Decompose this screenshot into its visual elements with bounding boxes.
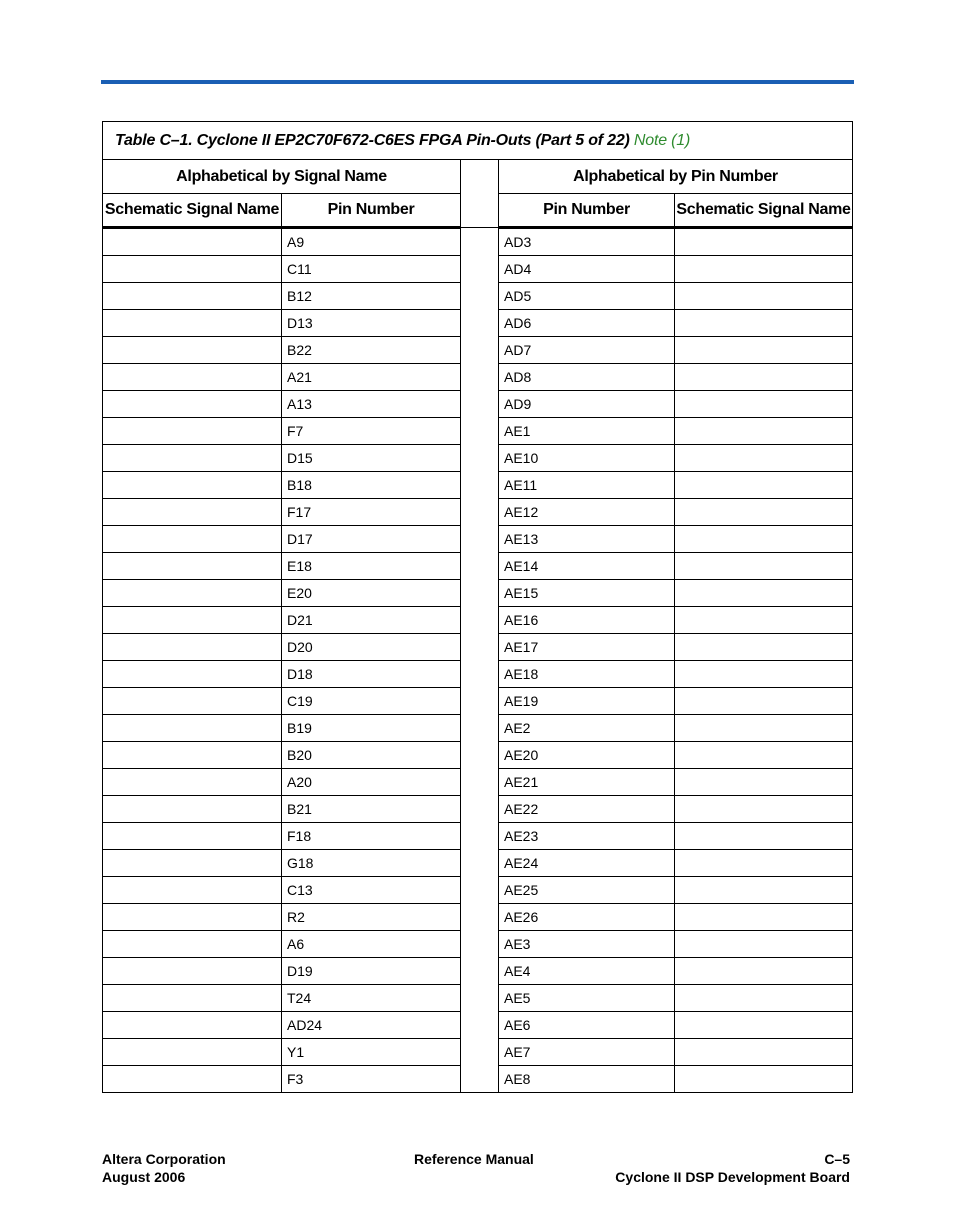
- cell-signal-right: [675, 823, 853, 850]
- cell-signal-right: [675, 1039, 853, 1066]
- cell-pin-right: AE18: [499, 661, 675, 688]
- cell-signal-right: [675, 283, 853, 310]
- cell-pin-right: AE26: [499, 904, 675, 931]
- cell-pin-left: B19: [282, 715, 461, 742]
- cell-gap: [461, 823, 499, 850]
- col-header-schematic-right: Schematic Signal Name: [675, 194, 853, 228]
- cell-pin-left: C19: [282, 688, 461, 715]
- cell-pin-right: AE8: [499, 1066, 675, 1093]
- cell-pin-left: E18: [282, 553, 461, 580]
- group-header-signal-name: Alphabetical by Signal Name: [103, 160, 461, 194]
- cell-signal-left: [103, 904, 282, 931]
- cell-pin-right: AE13: [499, 526, 675, 553]
- cell-signal-left: [103, 228, 282, 256]
- table-row: [103, 607, 853, 634]
- cell-gap: [461, 256, 499, 283]
- cell-signal-right: [675, 634, 853, 661]
- cell-signal-left: [103, 445, 282, 472]
- cell-signal-right: [675, 580, 853, 607]
- cell-pin-right: AE5: [499, 985, 675, 1012]
- table-row: [103, 904, 853, 931]
- footer-manual: Reference Manual: [414, 1151, 534, 1167]
- cell-signal-right: [675, 445, 853, 472]
- cell-pin-right: AE1: [499, 418, 675, 445]
- cell-signal-right: [675, 850, 853, 877]
- cell-pin-left: F3: [282, 1066, 461, 1093]
- cell-pin-right: AD7: [499, 337, 675, 364]
- cell-signal-left: [103, 1066, 282, 1093]
- cell-signal-right: [675, 688, 853, 715]
- cell-pin-left: D15: [282, 445, 461, 472]
- cell-signal-left: [103, 931, 282, 958]
- table-row: [103, 364, 853, 391]
- table-row: [103, 688, 853, 715]
- cell-signal-left: [103, 850, 282, 877]
- cell-signal-left: [103, 418, 282, 445]
- cell-pin-left: C11: [282, 256, 461, 283]
- cell-gap: [461, 1066, 499, 1093]
- cell-gap: [461, 526, 499, 553]
- table-row: [103, 661, 853, 688]
- cell-pin-left: D20: [282, 634, 461, 661]
- table-row: [103, 472, 853, 499]
- cell-signal-right: [675, 958, 853, 985]
- cell-gap: [461, 688, 499, 715]
- cell-pin-left: A13: [282, 391, 461, 418]
- cell-pin-right: AE22: [499, 796, 675, 823]
- cell-signal-left: [103, 580, 282, 607]
- cell-pin-right: AD8: [499, 364, 675, 391]
- cell-signal-right: [675, 1012, 853, 1039]
- header-gap: [461, 160, 499, 228]
- cell-signal-left: [103, 283, 282, 310]
- cell-pin-left: D17: [282, 526, 461, 553]
- table-row: [103, 499, 853, 526]
- cell-signal-right: [675, 904, 853, 931]
- table-row: [103, 985, 853, 1012]
- cell-signal-left: [103, 526, 282, 553]
- cell-pin-left: T24: [282, 985, 461, 1012]
- cell-signal-left: [103, 958, 282, 985]
- cell-signal-left: [103, 1039, 282, 1066]
- cell-pin-left: F17: [282, 499, 461, 526]
- table-row: [103, 256, 853, 283]
- cell-gap: [461, 445, 499, 472]
- cell-gap: [461, 769, 499, 796]
- cell-gap: [461, 391, 499, 418]
- table-caption-note[interactable]: Note (1): [633, 131, 691, 149]
- cell-pin-left: B20: [282, 742, 461, 769]
- table-row: [103, 228, 853, 256]
- col-header-schematic-left: Schematic Signal Name: [103, 194, 282, 228]
- cell-pin-right: AE6: [499, 1012, 675, 1039]
- table-row: [103, 958, 853, 985]
- cell-signal-right: [675, 228, 853, 256]
- cell-signal-right: [675, 1066, 853, 1093]
- header-rule: [101, 80, 854, 84]
- cell-signal-left: [103, 688, 282, 715]
- table-row: [103, 526, 853, 553]
- cell-signal-right: [675, 418, 853, 445]
- cell-gap: [461, 877, 499, 904]
- cell-signal-right: [675, 256, 853, 283]
- table-row: [103, 391, 853, 418]
- cell-gap: [461, 742, 499, 769]
- cell-pin-left: E20: [282, 580, 461, 607]
- cell-gap: [461, 1012, 499, 1039]
- group-header-pin-number: Alphabetical by Pin Number: [499, 160, 853, 194]
- cell-pin-right: AE12: [499, 499, 675, 526]
- cell-pin-left: F7: [282, 418, 461, 445]
- cell-pin-left: A9: [282, 228, 461, 256]
- table-row: [103, 580, 853, 607]
- cell-signal-left: [103, 310, 282, 337]
- cell-pin-right: AD6: [499, 310, 675, 337]
- table-row: [103, 337, 853, 364]
- cell-signal-right: [675, 607, 853, 634]
- pinout-table: [102, 121, 853, 1093]
- table-row: [103, 1012, 853, 1039]
- cell-pin-left: C13: [282, 877, 461, 904]
- cell-pin-left: B22: [282, 337, 461, 364]
- table-row: [103, 823, 853, 850]
- cell-signal-right: [675, 472, 853, 499]
- cell-signal-left: [103, 499, 282, 526]
- cell-pin-right: AE17: [499, 634, 675, 661]
- cell-pin-right: AE23: [499, 823, 675, 850]
- cell-pin-left: F18: [282, 823, 461, 850]
- table-caption-title: Table C–1. Cyclone II EP2C70F672-C6ES FPGA Pin-Outs (Part 5 of 22): [115, 131, 630, 149]
- cell-pin-right: AE11: [499, 472, 675, 499]
- cell-pin-right: AD5: [499, 283, 675, 310]
- cell-pin-left: R2: [282, 904, 461, 931]
- table-row: [103, 769, 853, 796]
- footer-date: August 2006: [102, 1169, 186, 1185]
- cell-signal-right: [675, 796, 853, 823]
- cell-pin-left: A20: [282, 769, 461, 796]
- table-row: [103, 877, 853, 904]
- table-row: [103, 796, 853, 823]
- cell-pin-right: AD3: [499, 228, 675, 256]
- table-row: [103, 1066, 853, 1093]
- cell-gap: [461, 364, 499, 391]
- cell-gap: [461, 796, 499, 823]
- cell-pin-right: AE25: [499, 877, 675, 904]
- cell-signal-right: [675, 337, 853, 364]
- cell-gap: [461, 472, 499, 499]
- cell-signal-left: [103, 472, 282, 499]
- cell-signal-left: [103, 661, 282, 688]
- cell-signal-left: [103, 769, 282, 796]
- cell-signal-left: [103, 607, 282, 634]
- cell-pin-left: A6: [282, 931, 461, 958]
- cell-pin-right: AE3: [499, 931, 675, 958]
- cell-signal-left: [103, 391, 282, 418]
- cell-signal-left: [103, 364, 282, 391]
- cell-gap: [461, 958, 499, 985]
- table-caption: [103, 122, 853, 160]
- cell-signal-left: [103, 634, 282, 661]
- cell-signal-left: [103, 553, 282, 580]
- cell-pin-right: AE19: [499, 688, 675, 715]
- cell-pin-right: AE7: [499, 1039, 675, 1066]
- cell-signal-left: [103, 337, 282, 364]
- cell-pin-left: A21: [282, 364, 461, 391]
- cell-signal-right: [675, 499, 853, 526]
- cell-gap: [461, 661, 499, 688]
- table-row: [103, 553, 853, 580]
- table-row: [103, 283, 853, 310]
- cell-signal-left: [103, 742, 282, 769]
- cell-gap: [461, 607, 499, 634]
- table-row: [103, 742, 853, 769]
- cell-pin-left: AD24: [282, 1012, 461, 1039]
- cell-pin-left: D21: [282, 607, 461, 634]
- cell-gap: [461, 310, 499, 337]
- cell-pin-left: B12: [282, 283, 461, 310]
- footer-left: [102, 1150, 226, 1186]
- cell-signal-left: [103, 1012, 282, 1039]
- cell-gap: [461, 228, 499, 256]
- cell-gap: [461, 715, 499, 742]
- cell-pin-right: AD4: [499, 256, 675, 283]
- cell-pin-right: AE24: [499, 850, 675, 877]
- cell-signal-left: [103, 985, 282, 1012]
- col-header-pin-left: Pin Number: [282, 194, 461, 228]
- cell-signal-left: [103, 823, 282, 850]
- table-row: [103, 715, 853, 742]
- cell-gap: [461, 580, 499, 607]
- cell-pin-right: AE15: [499, 580, 675, 607]
- footer-right: [615, 1150, 850, 1186]
- cell-signal-left: [103, 796, 282, 823]
- table-row: [103, 445, 853, 472]
- table-row: [103, 931, 853, 958]
- cell-signal-right: [675, 526, 853, 553]
- cell-pin-left: D19: [282, 958, 461, 985]
- cell-pin-right: AE20: [499, 742, 675, 769]
- cell-gap: [461, 904, 499, 931]
- table-row: [103, 418, 853, 445]
- cell-signal-left: [103, 715, 282, 742]
- cell-gap: [461, 931, 499, 958]
- footer-board-name: Cyclone II DSP Development Board: [615, 1169, 850, 1185]
- cell-signal-left: [103, 877, 282, 904]
- cell-pin-right: AE2: [499, 715, 675, 742]
- cell-signal-right: [675, 391, 853, 418]
- table-row: [103, 1039, 853, 1066]
- cell-signal-right: [675, 769, 853, 796]
- cell-gap: [461, 337, 499, 364]
- footer-company: Altera Corporation: [102, 1151, 226, 1167]
- cell-signal-left: [103, 256, 282, 283]
- cell-signal-right: [675, 715, 853, 742]
- cell-pin-right: AE16: [499, 607, 675, 634]
- cell-gap: [461, 499, 499, 526]
- cell-signal-right: [675, 364, 853, 391]
- cell-gap: [461, 1039, 499, 1066]
- cell-signal-right: [675, 553, 853, 580]
- cell-pin-right: AE21: [499, 769, 675, 796]
- cell-pin-right: AE4: [499, 958, 675, 985]
- cell-pin-left: Y1: [282, 1039, 461, 1066]
- cell-pin-right: AD9: [499, 391, 675, 418]
- cell-signal-right: [675, 310, 853, 337]
- cell-gap: [461, 634, 499, 661]
- cell-gap: [461, 553, 499, 580]
- table-row: [103, 634, 853, 661]
- cell-pin-left: B18: [282, 472, 461, 499]
- cell-signal-right: [675, 742, 853, 769]
- table-row: [103, 310, 853, 337]
- cell-signal-right: [675, 661, 853, 688]
- cell-pin-left: D18: [282, 661, 461, 688]
- cell-signal-right: [675, 931, 853, 958]
- col-header-pin-right: Pin Number: [499, 194, 675, 228]
- cell-gap: [461, 283, 499, 310]
- cell-pin-right: AE14: [499, 553, 675, 580]
- cell-gap: [461, 418, 499, 445]
- footer-page-number: C–5: [824, 1151, 850, 1167]
- cell-signal-right: [675, 877, 853, 904]
- table-row: [103, 850, 853, 877]
- cell-pin-left: B21: [282, 796, 461, 823]
- cell-pin-left: D13: [282, 310, 461, 337]
- cell-gap: [461, 850, 499, 877]
- cell-pin-right: AE10: [499, 445, 675, 472]
- cell-signal-right: [675, 985, 853, 1012]
- cell-pin-left: G18: [282, 850, 461, 877]
- cell-gap: [461, 985, 499, 1012]
